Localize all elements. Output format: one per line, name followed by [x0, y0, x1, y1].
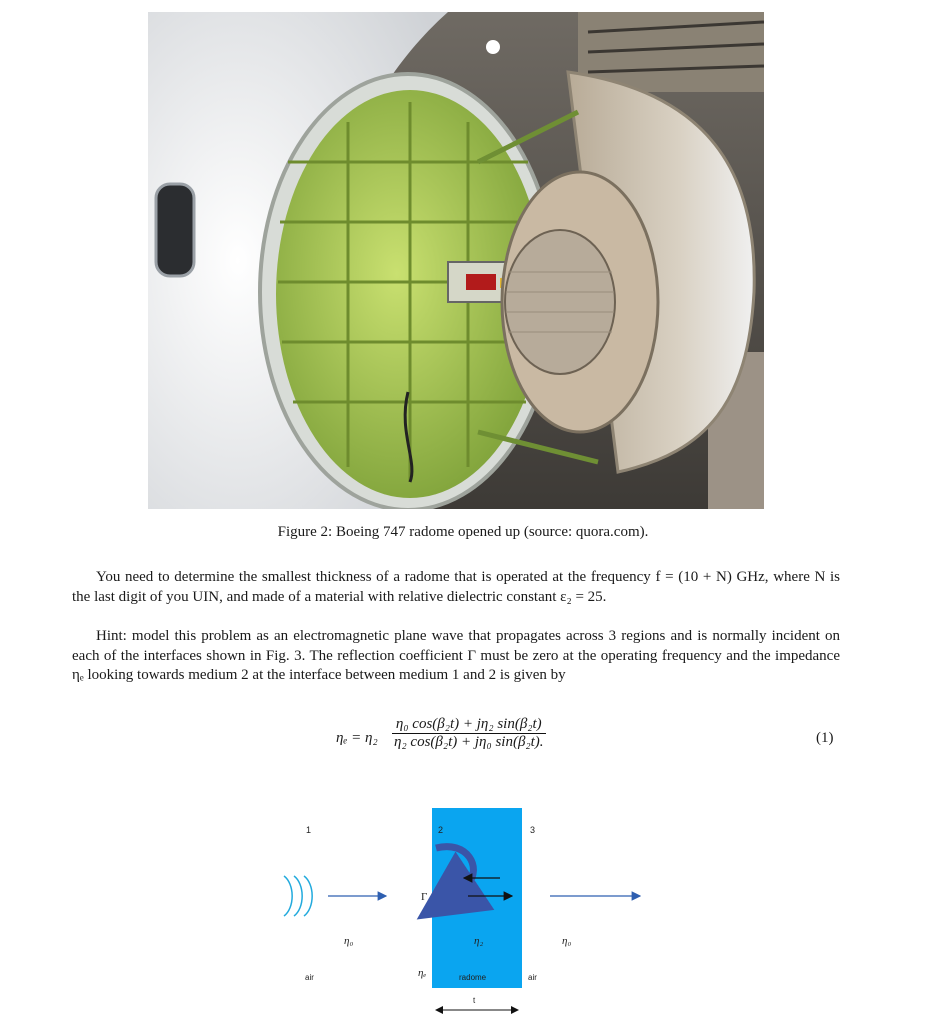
- region-2-label: 2: [438, 825, 444, 835]
- equation-fraction: [392, 716, 546, 751]
- eta-e-label: ηₑ: [418, 967, 427, 979]
- equation-denominator: [392, 734, 546, 751]
- equation-1: [0, 716, 926, 766]
- air-right-label: air: [528, 973, 537, 982]
- radome-diagram: [260, 800, 660, 1022]
- paragraph-1: [72, 568, 840, 607]
- equation-number: (1): [816, 730, 834, 746]
- equation-lhs: ηₑ = η₂: [336, 730, 378, 746]
- gamma-label: Γ: [421, 891, 428, 903]
- radome-label: radome: [459, 973, 487, 982]
- radome-photo: [148, 12, 764, 509]
- eta0-left-label: η₀: [344, 935, 354, 947]
- region-1-label: 1: [306, 825, 312, 835]
- eta2-label: η₂: [474, 935, 484, 947]
- thickness-label: t: [473, 996, 476, 1005]
- wave-source-icon: [284, 876, 312, 916]
- equation-suffix: .: [539, 734, 544, 750]
- paragraph-2-text: Hint: model this problem as an electromagnetic plane wave that propagates across 3 regions and is normally incident on each of the interfaces shown in Fig. 3. The reflection coefficient Γ must be zero at the operating frequency and the impedance ηₑ looking towards medium 2 at the interface between medium 1 and 2 is given by: [72, 628, 840, 683]
- paragraph-2: [72, 627, 840, 686]
- eta0-right-label: η₀: [562, 935, 572, 947]
- region-3-label: 3: [530, 825, 536, 835]
- figure-caption: Figure 2: Boeing 747 radome opened up (source: quora.com).: [277, 524, 649, 540]
- equation-denominator-text: η₂ cos(β₂t) + jη₀ sin(β₂t): [394, 734, 540, 750]
- equation-numerator: η₀ cos(β₂t) + jη₂ sin(β₂t): [392, 716, 546, 734]
- paragraph-1-text: You need to determine the smallest thickness of a radome that is operated at the frequency f = (10 + N) GHz, where N is the last digit of you UIN, and made of a material with relative dielectric constant ε₂ = 25.: [72, 569, 840, 605]
- air-left-label: air: [305, 973, 314, 982]
